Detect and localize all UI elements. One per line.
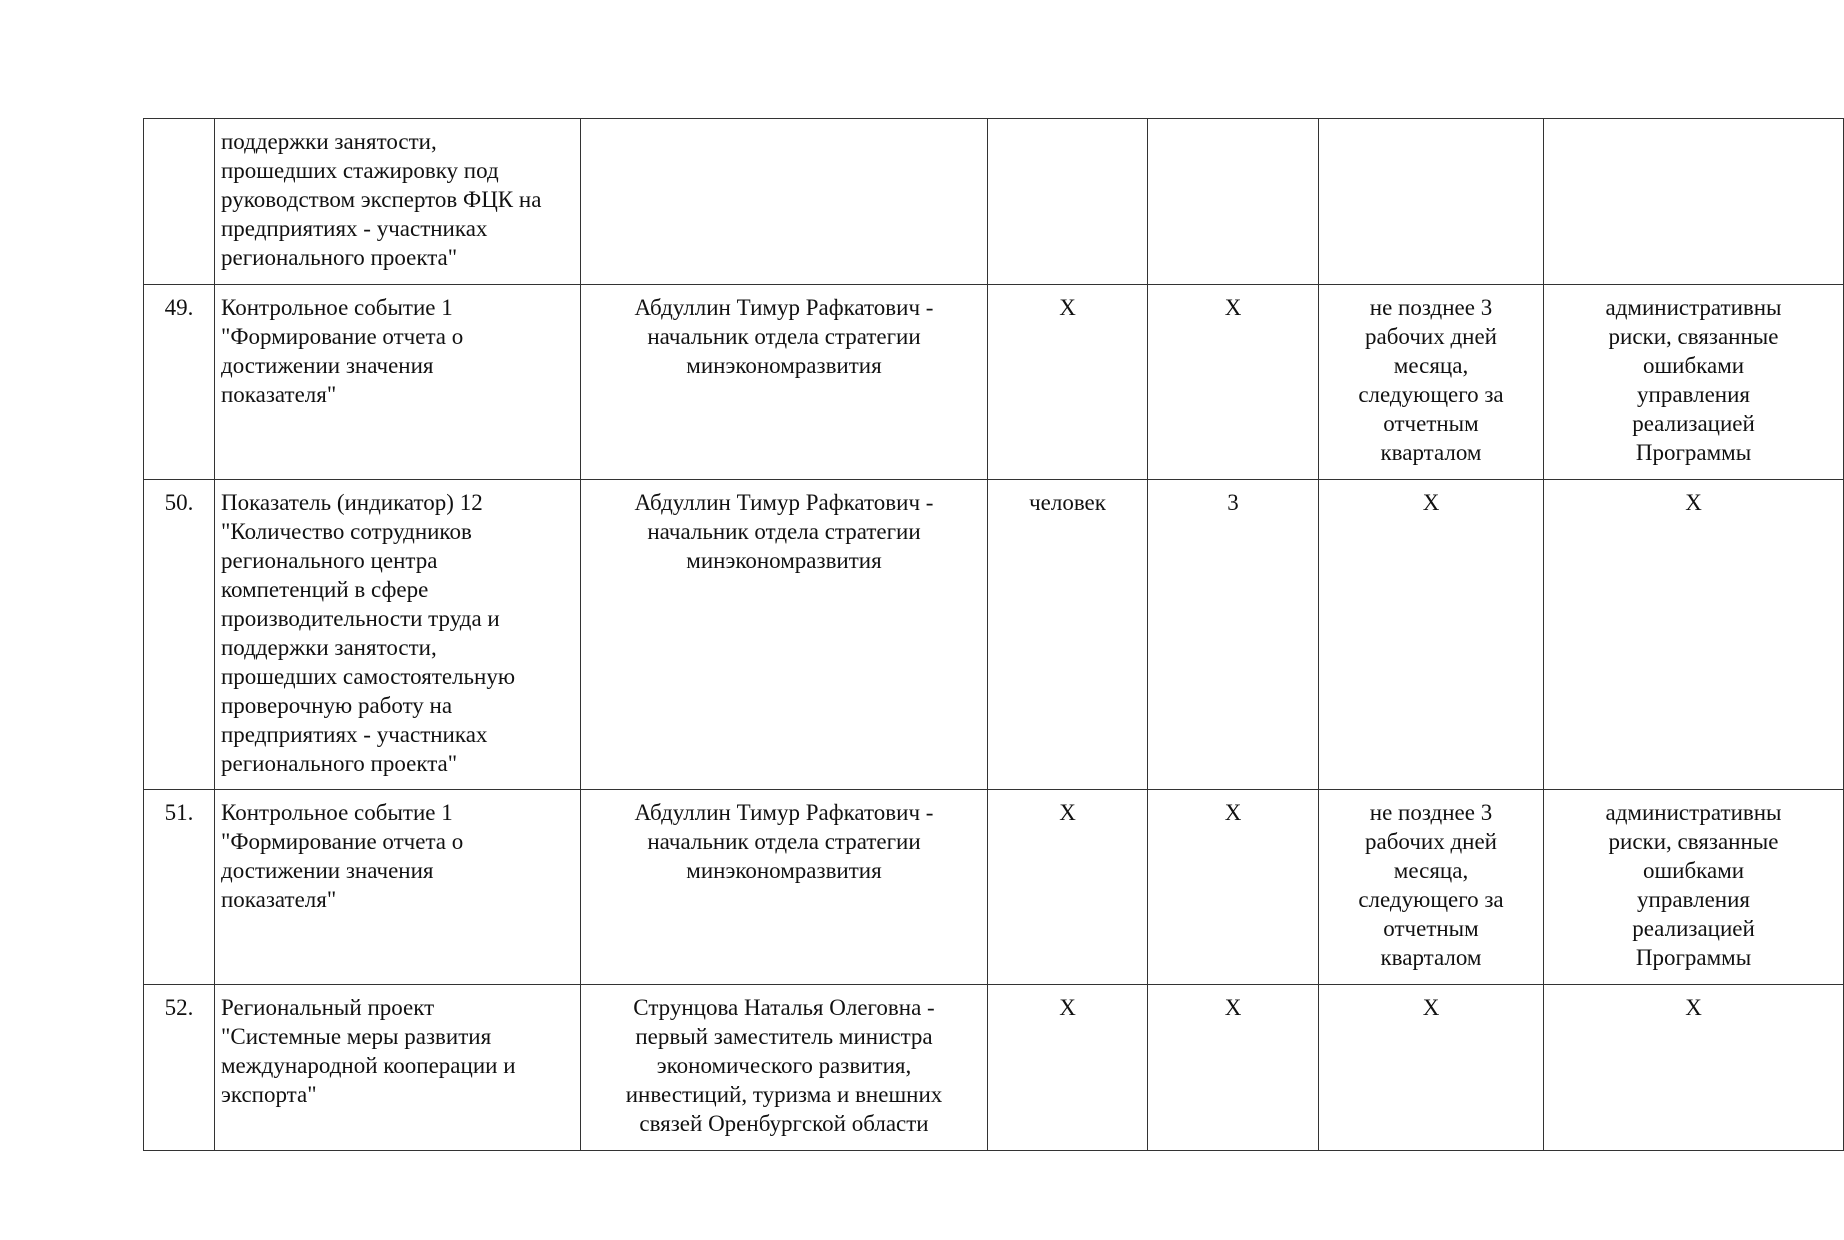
row-deadline-cell: не позднее 3 рабочих дней месяца, следующего за отчетным кварталом [1319,285,1544,480]
row-name-cell: Показатель (индикатор) 12 "Количество сотрудников регионального центра компетенций в сфере производительности труда и поддержки занятости, прошедших самостоятельную проверочную работу на предприятиях - участниках регионального проекта" [215,480,581,790]
row-deadline-cell: Х [1319,985,1544,1151]
row-name-cell: Контрольное событие 1 "Формирование отчета о достижении значения показателя" [215,285,581,480]
row-number-cell: 49. [144,285,215,480]
row-risk-cell [1544,119,1844,285]
row-responsible-cell: Абдуллин Тимур Рафкатович - начальник отдела стратегии минэкономразвития [581,790,988,985]
table-row [144,480,1844,790]
row-deadline-cell: не позднее 3 рабочих дней месяца, следующего за отчетным кварталом [1319,790,1544,985]
table-row [144,790,1844,985]
row-value-cell: Х [1148,285,1319,480]
program-table [143,118,1844,1151]
row-number-cell: 51. [144,790,215,985]
row-value-cell [1148,119,1319,285]
row-value-cell: Х [1148,985,1319,1151]
row-number-cell: 50. [144,480,215,790]
row-responsible-cell [581,119,988,285]
row-risk-cell: Х [1544,480,1844,790]
table-row [144,285,1844,480]
row-number-cell [144,119,215,285]
row-unit-cell: человек [988,480,1148,790]
row-deadline-cell: Х [1319,480,1544,790]
table-row [144,985,1844,1151]
row-responsible-cell: Абдуллин Тимур Рафкатович - начальник отдела стратегии минэкономразвития [581,480,988,790]
row-value-cell: 3 [1148,480,1319,790]
table-row [144,119,1844,285]
row-unit-cell: Х [988,985,1148,1151]
row-name-cell: поддержки занятости, прошедших стажировку под руководством экспертов ФЦК на предприятиях - участниках регионального проекта" [215,119,581,285]
row-name-cell: Контрольное событие 1 "Формирование отчета о достижении значения показателя" [215,790,581,985]
row-name-cell: Региональный проект "Системные меры развития международной кооперации и экспорта" [215,985,581,1151]
row-risk-cell: административны риски, связанные ошибками управления реализацией Программы [1544,790,1844,985]
row-unit-cell: Х [988,285,1148,480]
row-value-cell: Х [1148,790,1319,985]
row-number-cell: 52. [144,985,215,1151]
row-risk-cell: административны риски, связанные ошибками управления реализацией Программы [1544,285,1844,480]
row-responsible-cell: Абдуллин Тимур Рафкатович - начальник отдела стратегии минэкономразвития [581,285,988,480]
row-deadline-cell [1319,119,1544,285]
row-unit-cell [988,119,1148,285]
row-risk-cell: Х [1544,985,1844,1151]
row-responsible-cell: Струнцова Наталья Олеговна - первый заместитель министра экономического развития, инвестиций, туризма и внешних связей Оренбургской области [581,985,988,1151]
row-unit-cell: Х [988,790,1148,985]
